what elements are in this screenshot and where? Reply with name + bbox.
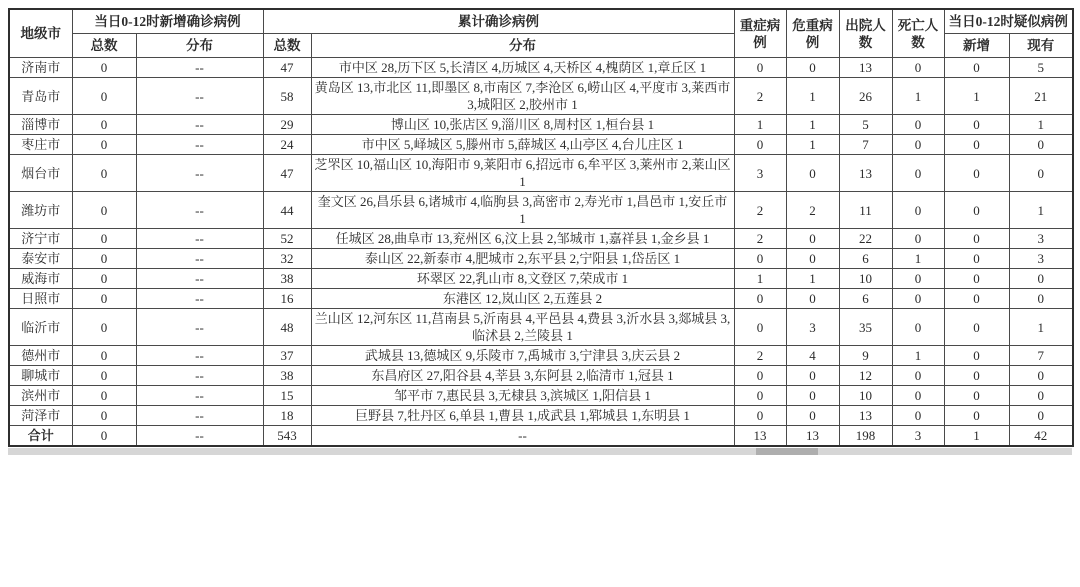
table-row xyxy=(9,135,1073,155)
table-row xyxy=(9,229,1073,249)
cell-suspected-existing: 1 xyxy=(1009,192,1073,229)
header-severe: 重症病例 xyxy=(734,9,786,58)
cell-cumulative-distribution: 环翠区 22,乳山市 8,文登区 7,荣成市 1 xyxy=(311,269,734,289)
cell-severe-cases: 13 xyxy=(734,426,786,447)
cell-suspected-existing: 1 xyxy=(1009,309,1073,346)
cell-suspected-new: 0 xyxy=(944,229,1009,249)
cell-suspected-new: 0 xyxy=(944,309,1009,346)
cell-severe-cases: 1 xyxy=(734,115,786,135)
cell-discharged-count: 13 xyxy=(839,406,892,426)
cell-suspected-existing: 42 xyxy=(1009,426,1073,447)
cell-new-total: 0 xyxy=(72,426,136,447)
cell-new-total: 0 xyxy=(72,366,136,386)
cell-new-distribution: -- xyxy=(136,309,263,346)
cell-death-count: 0 xyxy=(892,309,944,346)
cell-suspected-existing: 5 xyxy=(1009,58,1073,78)
cell-cumulative-distribution: 泰山区 22,新泰市 4,肥城市 2,东平县 2,宁阳县 1,岱岳区 1 xyxy=(311,249,734,269)
cell-new-total: 0 xyxy=(72,78,136,115)
cell-discharged-count: 6 xyxy=(839,249,892,269)
table-row xyxy=(9,269,1073,289)
cell-city: 烟台市 xyxy=(9,155,72,192)
cell-cumulative-distribution: 武城县 13,德城区 9,乐陵市 7,禹城市 3,宁津县 3,庆云县 2 xyxy=(311,346,734,366)
cell-severe-cases: 0 xyxy=(734,249,786,269)
cell-new-distribution: -- xyxy=(136,386,263,406)
cell-suspected-existing: 0 xyxy=(1009,135,1073,155)
cell-cumulative-distribution: -- xyxy=(311,426,734,447)
cell-discharged-count: 13 xyxy=(839,58,892,78)
cell-suspected-existing: 7 xyxy=(1009,346,1073,366)
cell-death-count: 0 xyxy=(892,115,944,135)
cell-death-count: 0 xyxy=(892,289,944,309)
cell-death-count: 3 xyxy=(892,426,944,447)
header-cum-dist: 分布 xyxy=(311,34,734,58)
horizontal-scrollbar-thumb[interactable] xyxy=(756,448,818,455)
cell-cumulative-total: 24 xyxy=(263,135,311,155)
cell-city: 济宁市 xyxy=(9,229,72,249)
cell-new-distribution: -- xyxy=(136,115,263,135)
cell-cumulative-distribution: 市中区 5,峄城区 5,滕州市 5,薛城区 4,山亭区 4,台儿庄区 1 xyxy=(311,135,734,155)
cell-death-count: 0 xyxy=(892,406,944,426)
cell-suspected-new: 0 xyxy=(944,58,1009,78)
cell-discharged-count: 198 xyxy=(839,426,892,447)
cell-suspected-existing: 0 xyxy=(1009,366,1073,386)
cell-cumulative-total: 47 xyxy=(263,58,311,78)
cell-city: 滨州市 xyxy=(9,386,72,406)
cell-new-distribution: -- xyxy=(136,135,263,155)
cell-suspected-existing: 1 xyxy=(1009,115,1073,135)
cell-new-distribution: -- xyxy=(136,426,263,447)
cell-new-total: 0 xyxy=(72,406,136,426)
cell-severe-cases: 0 xyxy=(734,386,786,406)
cell-new-total: 0 xyxy=(72,346,136,366)
cell-severe-cases: 0 xyxy=(734,58,786,78)
cell-death-count: 1 xyxy=(892,78,944,115)
cell-city: 枣庄市 xyxy=(9,135,72,155)
cell-cumulative-distribution: 博山区 10,张店区 9,淄川区 8,周村区 1,桓台县 1 xyxy=(311,115,734,135)
cell-critical-cases: 13 xyxy=(786,426,839,447)
table-row xyxy=(9,58,1073,78)
cell-severe-cases: 2 xyxy=(734,346,786,366)
cell-cumulative-distribution: 兰山区 12,河东区 11,莒南县 5,沂南县 4,平邑县 4,费县 3,沂水县 3,郯城县 3,临沭县 2,兰陵县 1 xyxy=(311,309,734,346)
cell-cumulative-total: 543 xyxy=(263,426,311,447)
header-row-1 xyxy=(9,9,1073,34)
cell-cumulative-distribution: 奎文区 26,昌乐县 6,诸城市 4,临朐县 3,高密市 2,寿光市 1,昌邑市 1,安丘市 1 xyxy=(311,192,734,229)
cell-new-distribution: -- xyxy=(136,346,263,366)
cell-city: 临沂市 xyxy=(9,309,72,346)
cell-cumulative-distribution: 黄岛区 13,市北区 11,即墨区 8,市南区 7,李沧区 6,崂山区 4,平度市 3,莱西市 3,城阳区 2,胶州市 1 xyxy=(311,78,734,115)
covid-stats-table xyxy=(8,8,1074,447)
header-city: 地级市 xyxy=(9,9,72,58)
cell-death-count: 0 xyxy=(892,229,944,249)
cell-suspected-new: 0 xyxy=(944,249,1009,269)
table-row xyxy=(9,366,1073,386)
cell-city: 合计 xyxy=(9,426,72,447)
header-critical: 危重病例 xyxy=(786,9,839,58)
cell-discharged-count: 10 xyxy=(839,269,892,289)
cell-new-total: 0 xyxy=(72,155,136,192)
cell-discharged-count: 26 xyxy=(839,78,892,115)
cell-city: 威海市 xyxy=(9,269,72,289)
cell-cumulative-total: 58 xyxy=(263,78,311,115)
cell-death-count: 0 xyxy=(892,366,944,386)
table-row xyxy=(9,386,1073,406)
cell-cumulative-total: 29 xyxy=(263,115,311,135)
cell-critical-cases: 0 xyxy=(786,155,839,192)
table-body xyxy=(9,58,1073,447)
cell-suspected-existing: 0 xyxy=(1009,386,1073,406)
cell-city: 聊城市 xyxy=(9,366,72,386)
cell-new-distribution: -- xyxy=(136,229,263,249)
cell-discharged-count: 10 xyxy=(839,386,892,406)
table-row xyxy=(9,249,1073,269)
cell-new-distribution: -- xyxy=(136,289,263,309)
cell-new-total: 0 xyxy=(72,135,136,155)
header-cumulative-group: 累计确诊病例 xyxy=(263,9,734,34)
cell-cumulative-total: 52 xyxy=(263,229,311,249)
cell-critical-cases: 0 xyxy=(786,289,839,309)
cell-city: 潍坊市 xyxy=(9,192,72,229)
cell-critical-cases: 0 xyxy=(786,229,839,249)
cell-new-total: 0 xyxy=(72,269,136,289)
cell-cumulative-total: 47 xyxy=(263,155,311,192)
cell-city: 德州市 xyxy=(9,346,72,366)
cell-suspected-new: 1 xyxy=(944,426,1009,447)
table-row xyxy=(9,406,1073,426)
cell-city: 济南市 xyxy=(9,58,72,78)
cell-new-total: 0 xyxy=(72,229,136,249)
header-suspected-group: 当日0-12时疑似病例 xyxy=(944,9,1073,34)
table-row xyxy=(9,155,1073,192)
cell-suspected-existing: 0 xyxy=(1009,289,1073,309)
cell-death-count: 0 xyxy=(892,58,944,78)
cell-suspected-new: 0 xyxy=(944,269,1009,289)
cell-suspected-new: 0 xyxy=(944,135,1009,155)
cell-cumulative-total: 18 xyxy=(263,406,311,426)
cell-severe-cases: 0 xyxy=(734,289,786,309)
cell-critical-cases: 1 xyxy=(786,135,839,155)
cell-suspected-new: 0 xyxy=(944,346,1009,366)
cell-severe-cases: 0 xyxy=(734,309,786,346)
cell-death-count: 0 xyxy=(892,155,944,192)
cell-new-total: 0 xyxy=(72,386,136,406)
header-new-dist: 分布 xyxy=(136,34,263,58)
cell-cumulative-distribution: 邹平市 7,惠民县 3,无棣县 3,滨城区 1,阳信县 1 xyxy=(311,386,734,406)
cell-cumulative-total: 38 xyxy=(263,269,311,289)
cell-cumulative-total: 38 xyxy=(263,366,311,386)
cell-critical-cases: 3 xyxy=(786,309,839,346)
cell-new-total: 0 xyxy=(72,58,136,78)
cell-suspected-new: 0 xyxy=(944,406,1009,426)
cell-suspected-existing: 3 xyxy=(1009,249,1073,269)
cell-suspected-new: 0 xyxy=(944,115,1009,135)
cell-severe-cases: 2 xyxy=(734,78,786,115)
cell-death-count: 0 xyxy=(892,386,944,406)
cell-discharged-count: 5 xyxy=(839,115,892,135)
cell-suspected-new: 0 xyxy=(944,386,1009,406)
cell-discharged-count: 7 xyxy=(839,135,892,155)
cell-new-total: 0 xyxy=(72,309,136,346)
cell-new-distribution: -- xyxy=(136,155,263,192)
cell-critical-cases: 2 xyxy=(786,192,839,229)
cell-suspected-new: 0 xyxy=(944,366,1009,386)
table-header xyxy=(9,9,1073,58)
cell-new-total: 0 xyxy=(72,192,136,229)
cell-cumulative-total: 16 xyxy=(263,289,311,309)
header-discharged: 出院人数 xyxy=(839,9,892,58)
cell-new-distribution: -- xyxy=(136,192,263,229)
cell-suspected-existing: 21 xyxy=(1009,78,1073,115)
header-new-total: 总数 xyxy=(72,34,136,58)
cell-critical-cases: 0 xyxy=(786,58,839,78)
cell-severe-cases: 3 xyxy=(734,155,786,192)
cell-suspected-existing: 0 xyxy=(1009,269,1073,289)
cell-discharged-count: 11 xyxy=(839,192,892,229)
cell-cumulative-total: 15 xyxy=(263,386,311,406)
cell-discharged-count: 6 xyxy=(839,289,892,309)
cell-discharged-count: 35 xyxy=(839,309,892,346)
page-bottom-edge xyxy=(8,448,1072,455)
cell-new-total: 0 xyxy=(72,249,136,269)
cell-city: 青岛市 xyxy=(9,78,72,115)
header-deaths: 死亡人数 xyxy=(892,9,944,58)
cell-suspected-new: 0 xyxy=(944,192,1009,229)
total-row xyxy=(9,426,1073,447)
cell-death-count: 0 xyxy=(892,192,944,229)
header-new-cases-group: 当日0-12时新增确诊病例 xyxy=(72,9,263,34)
table-row xyxy=(9,309,1073,346)
cell-cumulative-distribution: 芝罘区 10,福山区 10,海阳市 9,莱阳市 6,招远市 6,牟平区 3,莱州市 2,莱山区 1 xyxy=(311,155,734,192)
cell-cumulative-total: 37 xyxy=(263,346,311,366)
cell-severe-cases: 0 xyxy=(734,406,786,426)
cell-death-count: 1 xyxy=(892,249,944,269)
cell-new-distribution: -- xyxy=(136,269,263,289)
cell-cumulative-distribution: 东昌府区 27,阳谷县 4,莘县 3,东阿县 2,临清市 1,冠县 1 xyxy=(311,366,734,386)
cell-severe-cases: 1 xyxy=(734,269,786,289)
table-row xyxy=(9,115,1073,135)
cell-suspected-new: 0 xyxy=(944,289,1009,309)
cell-new-total: 0 xyxy=(72,115,136,135)
cell-new-distribution: -- xyxy=(136,78,263,115)
table-row xyxy=(9,289,1073,309)
cell-severe-cases: 2 xyxy=(734,192,786,229)
cell-cumulative-total: 32 xyxy=(263,249,311,269)
cell-new-distribution: -- xyxy=(136,249,263,269)
cell-cumulative-distribution: 任城区 28,曲阜市 13,兖州区 6,汶上县 2,邹城市 1,嘉祥县 1,金乡县 1 xyxy=(311,229,734,249)
cell-suspected-existing: 0 xyxy=(1009,406,1073,426)
cell-cumulative-distribution: 巨野县 7,牡丹区 6,单县 1,曹县 1,成武县 1,郓城县 1,东明县 1 xyxy=(311,406,734,426)
cell-critical-cases: 0 xyxy=(786,366,839,386)
cell-city: 菏泽市 xyxy=(9,406,72,426)
cell-critical-cases: 0 xyxy=(786,406,839,426)
cell-new-distribution: -- xyxy=(136,366,263,386)
cell-critical-cases: 0 xyxy=(786,386,839,406)
cell-death-count: 0 xyxy=(892,135,944,155)
cell-severe-cases: 0 xyxy=(734,135,786,155)
table-row xyxy=(9,192,1073,229)
cell-discharged-count: 12 xyxy=(839,366,892,386)
cell-suspected-existing: 0 xyxy=(1009,155,1073,192)
cell-city: 日照市 xyxy=(9,289,72,309)
cell-suspected-new: 1 xyxy=(944,78,1009,115)
header-suspected-new: 新增 xyxy=(944,34,1009,58)
cell-suspected-new: 0 xyxy=(944,155,1009,192)
table-row xyxy=(9,78,1073,115)
cell-cumulative-total: 44 xyxy=(263,192,311,229)
cell-severe-cases: 2 xyxy=(734,229,786,249)
cell-suspected-existing: 3 xyxy=(1009,229,1073,249)
cell-cumulative-distribution: 东港区 12,岚山区 2,五莲县 2 xyxy=(311,289,734,309)
cell-discharged-count: 9 xyxy=(839,346,892,366)
header-cum-total: 总数 xyxy=(263,34,311,58)
table-row xyxy=(9,346,1073,366)
cell-severe-cases: 0 xyxy=(734,366,786,386)
cell-critical-cases: 4 xyxy=(786,346,839,366)
cell-cumulative-distribution: 市中区 28,历下区 5,长清区 4,历城区 4,天桥区 4,槐荫区 1,章丘区 1 xyxy=(311,58,734,78)
cell-critical-cases: 1 xyxy=(786,115,839,135)
cell-cumulative-total: 48 xyxy=(263,309,311,346)
header-suspected-existing: 现有 xyxy=(1009,34,1073,58)
cell-critical-cases: 1 xyxy=(786,78,839,115)
cell-discharged-count: 13 xyxy=(839,155,892,192)
cell-new-distribution: -- xyxy=(136,58,263,78)
cell-death-count: 0 xyxy=(892,269,944,289)
cell-death-count: 1 xyxy=(892,346,944,366)
cell-new-distribution: -- xyxy=(136,406,263,426)
cell-discharged-count: 22 xyxy=(839,229,892,249)
cell-city: 泰安市 xyxy=(9,249,72,269)
cell-city: 淄博市 xyxy=(9,115,72,135)
cell-critical-cases: 1 xyxy=(786,269,839,289)
cell-critical-cases: 0 xyxy=(786,249,839,269)
cell-new-total: 0 xyxy=(72,289,136,309)
